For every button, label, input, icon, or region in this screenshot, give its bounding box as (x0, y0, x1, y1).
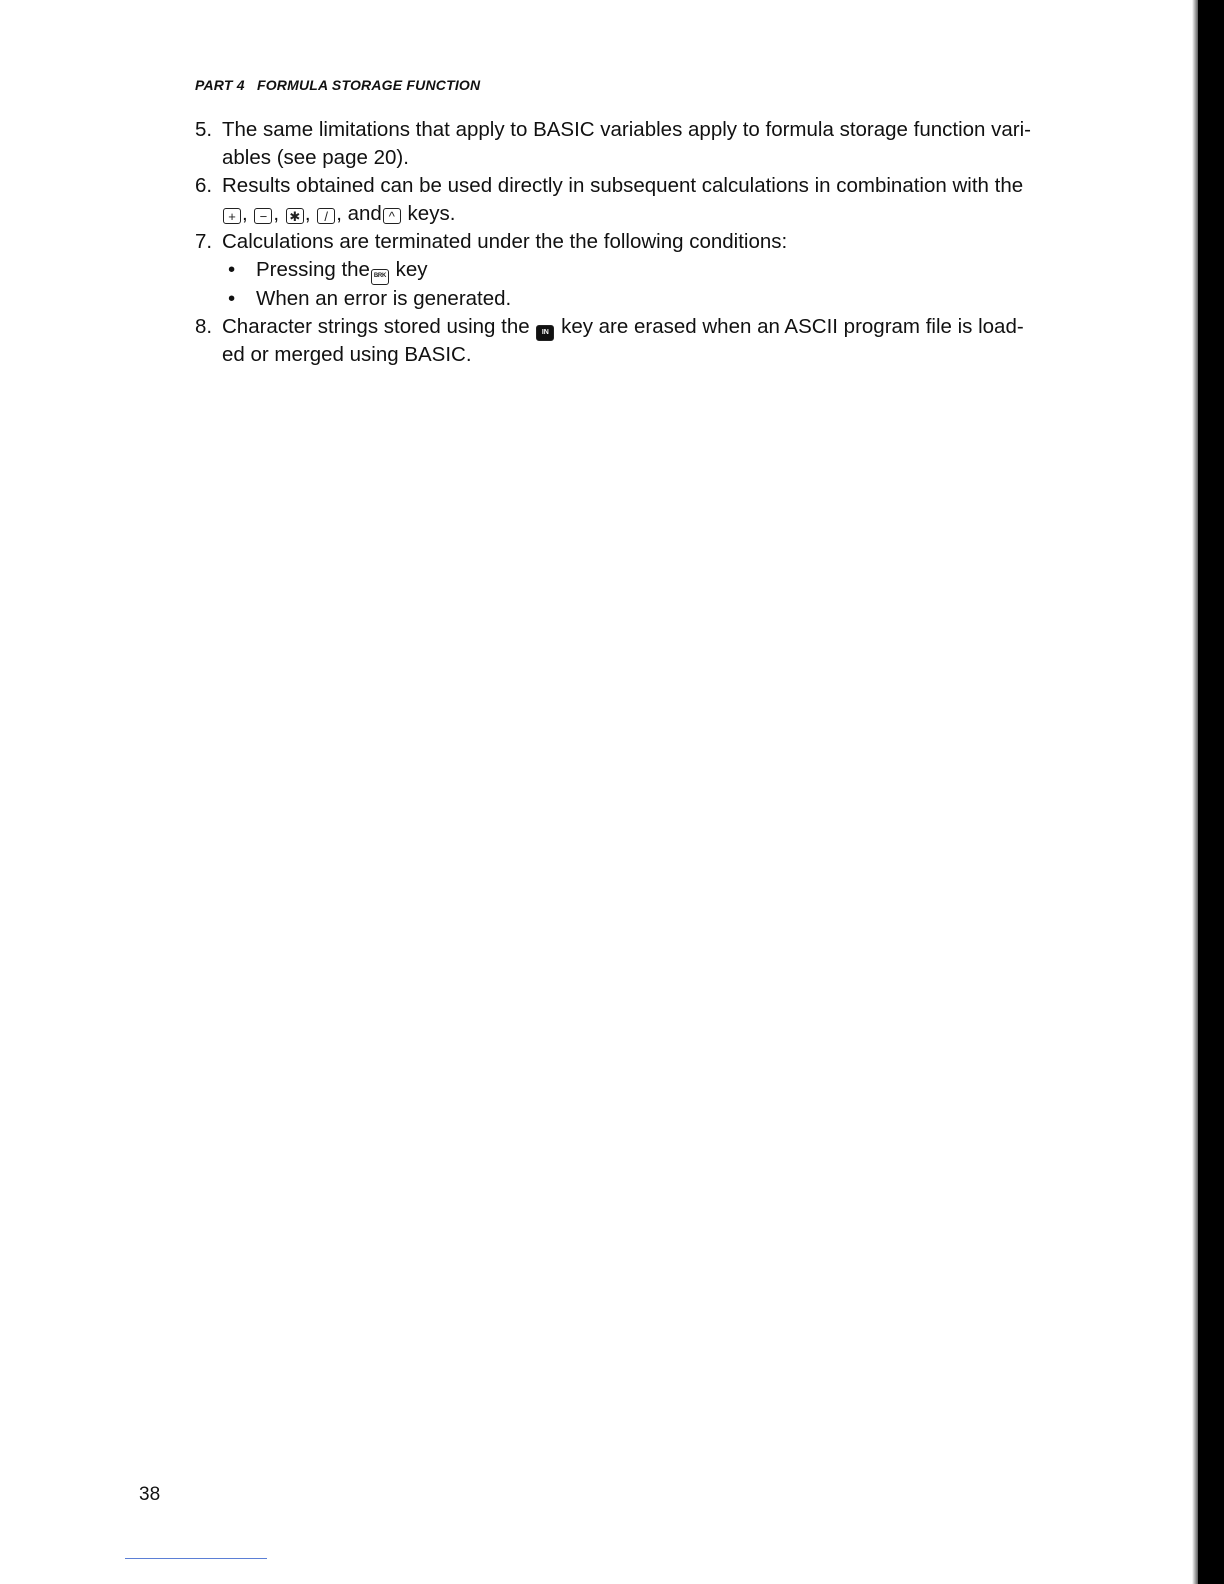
bullet-item-error (222, 285, 1087, 313)
plus-key-icon: + (223, 208, 241, 224)
item-number: 8. (195, 315, 213, 338)
item-prefix: Character strings stored using the (222, 315, 530, 338)
brk-key-icon: BRK (371, 269, 389, 285)
manual-body (195, 116, 1087, 369)
item-text-line: ables (see page 20). (222, 146, 409, 169)
bullet-icon: • (228, 287, 236, 310)
multiply-key-icon: ✱ (286, 208, 304, 224)
list-item-7 (195, 228, 1087, 313)
item-suffix: key are erased when an ASCII program file is load- (561, 315, 1024, 338)
list-item-6 (195, 172, 1087, 228)
item-text-line: ed or merged using BASIC. (222, 343, 472, 366)
list-item-8 (195, 313, 1087, 369)
bullet-prefix: Pressing the (256, 258, 370, 281)
item-number: 7. (195, 230, 213, 253)
list-item-5 (195, 116, 1087, 172)
page-number: 38 (139, 1484, 161, 1505)
item-text-line: Calculations are terminated under the the following conditions: (222, 230, 788, 253)
footer-rule (125, 1558, 267, 1559)
item-number: 6. (195, 174, 213, 197)
bullet-icon: • (228, 258, 236, 281)
power-key-icon: ^ (383, 208, 401, 224)
bullet-text: When an error is generated. (256, 287, 512, 310)
item-number: 5. (195, 118, 213, 141)
running-head: PART 4 FORMULA STORAGE FUNCTION (195, 77, 481, 93)
in-key-icon: IN (536, 325, 554, 341)
key-list-line: + , − , ✱ , / , and ^ keys. (222, 200, 1087, 228)
item-text-line: Results obtained can be used directly in subsequent calculations in combination with the (222, 174, 1024, 197)
and-word: and (347, 202, 382, 225)
bullet-suffix: key (395, 258, 428, 281)
keys-word: keys. (407, 202, 456, 225)
minus-key-icon: − (254, 208, 272, 224)
bullet-item-brk (222, 256, 1087, 285)
item-text-line: The same limitations that apply to BASIC variables apply to formula storage function vari- (222, 118, 1031, 141)
item-text-line (222, 313, 1087, 341)
scanned-page-edge (1198, 0, 1224, 1584)
divide-key-icon: / (317, 208, 335, 224)
